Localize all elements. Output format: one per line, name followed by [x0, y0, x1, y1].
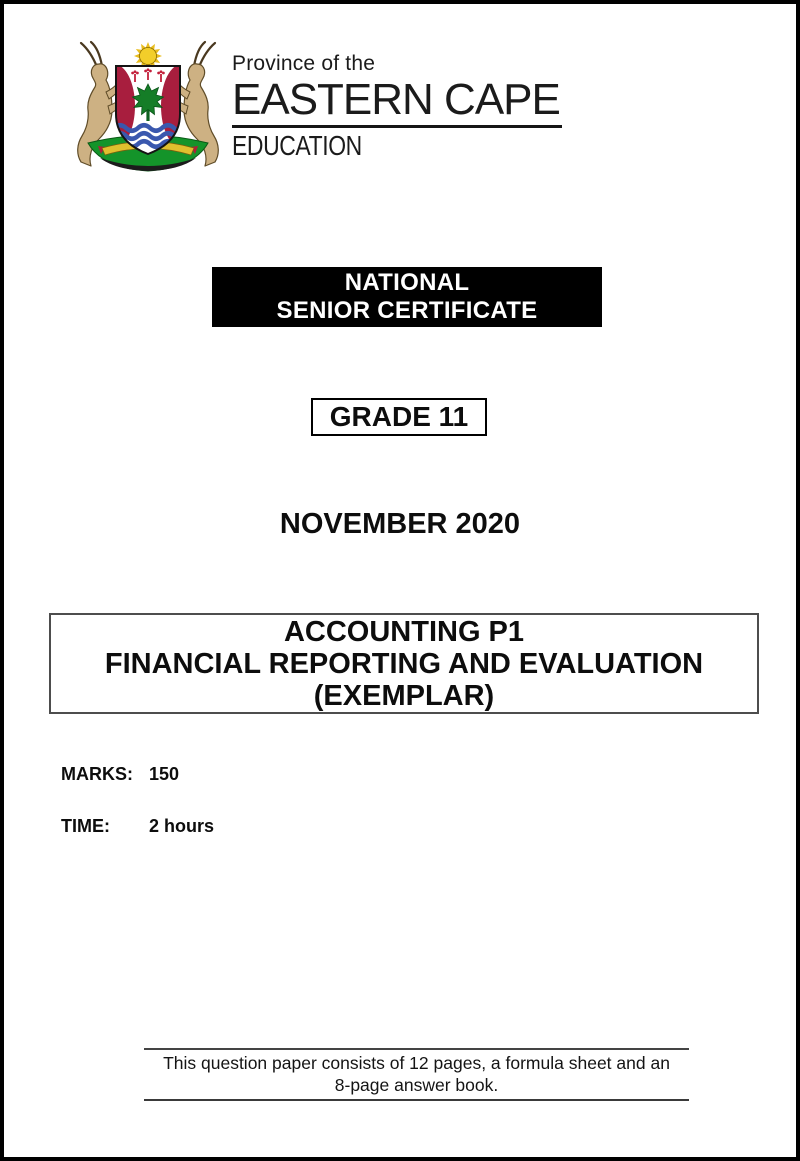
time-label: TIME: — [61, 816, 110, 836]
marks-value: 150 — [149, 764, 180, 784]
note-line-1: This question paper consists of 12 pages, a formula sheet and an — [163, 1053, 670, 1073]
eastern-cape-coat-of-arms-icon — [64, 40, 232, 181]
exam-session: NOVEMBER 2020 — [279, 508, 521, 540]
marks-label: MARKS: — [61, 764, 133, 784]
logo-text-block — [232, 52, 562, 160]
time-row — [61, 816, 214, 836]
logo-divider-rule — [232, 125, 562, 128]
grade-label: GRADE 11 — [329, 401, 469, 432]
time-value: 2 hours — [149, 816, 215, 836]
certificate-banner — [212, 267, 602, 327]
logo-province-line: Province of the — [232, 52, 376, 75]
banner-line-2: SENIOR CERTIFICATE — [276, 297, 538, 324]
subject-title: ACCOUNTING P1 — [283, 616, 525, 648]
subject-exemplar-note: (EXEMPLAR) — [313, 680, 495, 712]
grade-box — [311, 398, 487, 436]
banner-line-1: NATIONAL — [344, 269, 470, 296]
paper-contents-note — [144, 1048, 689, 1101]
subject-box — [49, 613, 759, 714]
subject-subtitle: FINANCIAL REPORTING AND EVALUATION — [104, 648, 704, 680]
logo-region-name: EASTERN CAPE — [232, 75, 560, 124]
marks-row — [61, 764, 179, 784]
logo-department-name: EDUCATION — [232, 130, 362, 161]
note-line-2: 8-page answer book. — [334, 1075, 499, 1095]
